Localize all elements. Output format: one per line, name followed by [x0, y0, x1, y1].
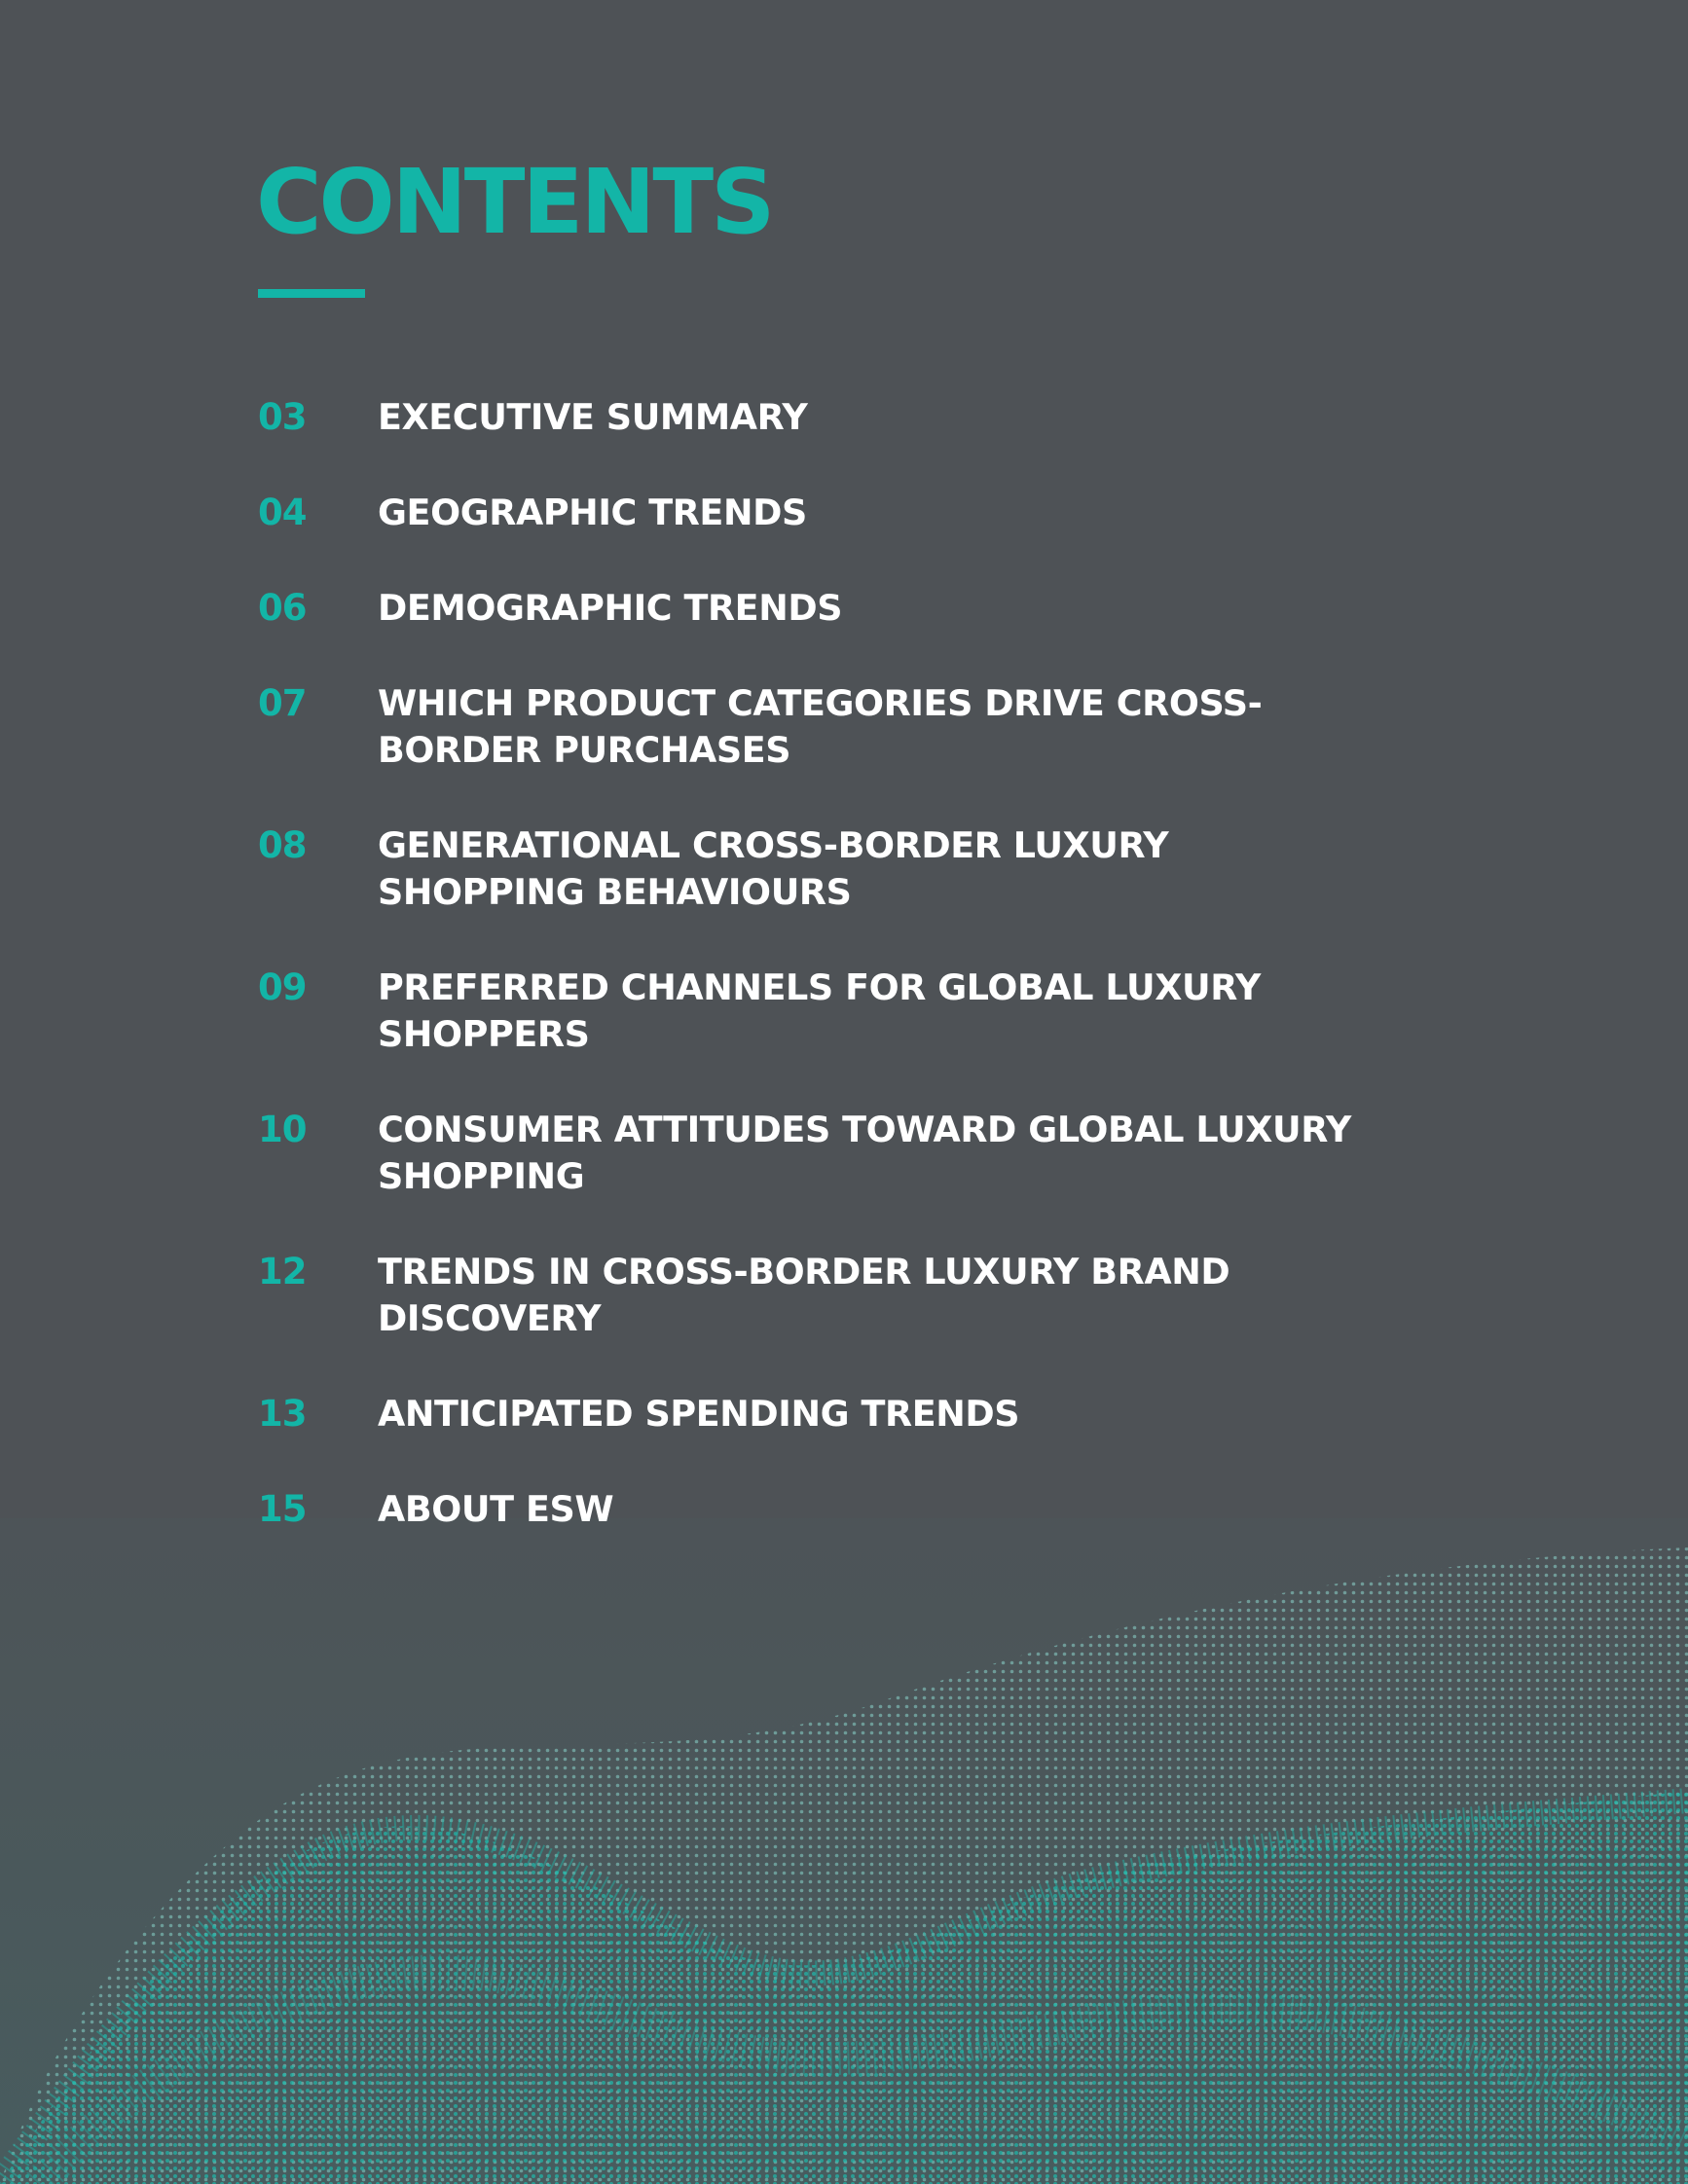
toc-page-number: 10 [258, 1109, 307, 1150]
toc-title: PREFERRED CHANNELS FOR GLOBAL LUXURY SHOPPERS [378, 966, 1261, 1055]
toc-entry-product-categories[interactable] [258, 680, 1523, 774]
toc-title: ANTICIPATED SPENDING TRENDS [378, 1393, 1020, 1435]
page-title: CONTENTS [256, 150, 773, 254]
toc-page-number: 04 [258, 491, 307, 533]
toc-entry-spending-trends[interactable] [258, 1391, 1523, 1438]
toc-page-number: 13 [258, 1393, 307, 1435]
toc-entry-generational-behaviours[interactable] [258, 822, 1523, 916]
toc-title: GEOGRAPHIC TRENDS [378, 491, 807, 533]
toc-entry-geographic-trends[interactable] [258, 490, 1523, 536]
toc-page-number: 12 [258, 1251, 307, 1292]
toc-title: EXECUTIVE SUMMARY [378, 396, 808, 438]
toc-title: GENERATIONAL CROSS-BORDER LUXURY SHOPPING BEHAVIOURS [378, 824, 1169, 913]
toc-entry-demographic-trends[interactable] [258, 585, 1523, 632]
toc-page-number: 08 [258, 824, 307, 866]
toc-title: CONSUMER ATTITUDES TOWARD GLOBAL LUXURY SHOPPING [378, 1109, 1351, 1197]
toc-page-number: 06 [258, 587, 307, 629]
toc-entry-consumer-attitudes[interactable] [258, 1107, 1523, 1200]
title-underline [258, 289, 365, 298]
toc-title: TRENDS IN CROSS-BORDER LUXURY BRAND DISCOVERY [378, 1251, 1230, 1339]
toc-title: ABOUT ESW [378, 1488, 614, 1530]
toc-page-number: 09 [258, 966, 307, 1008]
toc-title: WHICH PRODUCT CATEGORIES DRIVE CROSS- BORDER PURCHASES [378, 682, 1263, 771]
toc-entry-brand-discovery[interactable] [258, 1249, 1523, 1342]
toc-title: DEMOGRAPHIC TRENDS [378, 587, 843, 629]
table-of-contents [258, 394, 1523, 1582]
toc-page-number: 15 [258, 1488, 307, 1530]
dotted-wave-graphic [0, 1518, 1688, 2184]
toc-entry-executive-summary[interactable] [258, 394, 1523, 441]
toc-entry-preferred-channels[interactable] [258, 965, 1523, 1058]
toc-page-number: 03 [258, 396, 307, 438]
toc-page-number: 07 [258, 682, 307, 724]
